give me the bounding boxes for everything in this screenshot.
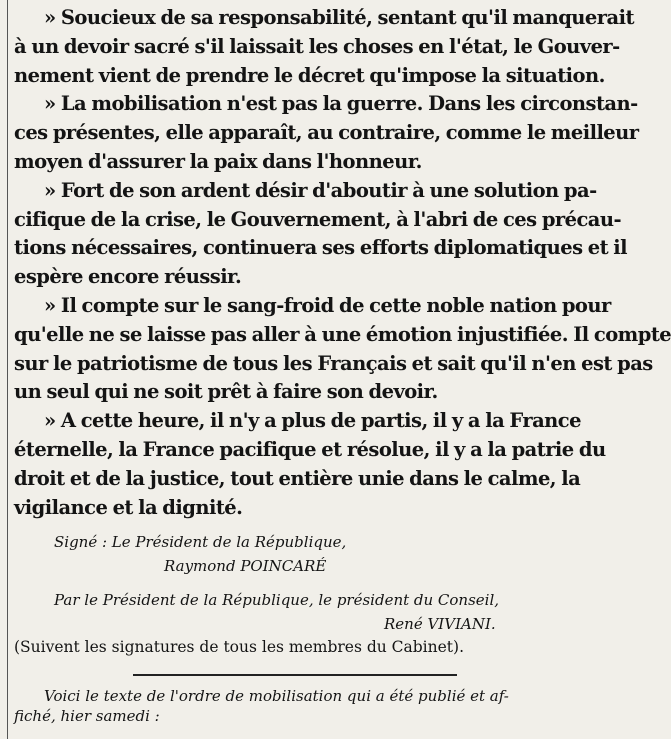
text-line: » Il compte sur le sang-froid de cette noble nation pour: [44, 293, 611, 317]
text-line: vigilance et la dignité.: [14, 495, 243, 519]
text-line: moyen d'assurer la paix dans l'honneur.: [14, 149, 422, 173]
text-line: espère encore réussir.: [14, 265, 242, 289]
text-line: qu'elle ne se laisse pas aller à une émotion injustifiée. Il compte: [14, 322, 671, 346]
text-line: » Soucieux de sa responsabilité, sentant qu'il manquerait: [44, 6, 634, 29]
text-line: » A cette heure, il n'y a plus de partis, il y a la France: [44, 409, 581, 433]
paragraph-diplomacy: [14, 177, 628, 292]
president-name: Raymond POINCARÉ: [164, 557, 327, 576]
cabinet-note: (Suivent les signatures de tous les membres du Cabinet).: [14, 638, 464, 657]
text-line: tions nécessaires, continuera ses efforts diplomatiques et il: [14, 236, 628, 260]
text-line: à un devoir sacré s'il laissait les choses en l'état, le Gouver-: [14, 34, 620, 58]
text-line: » La mobilisation n'est pas la guerre. Dans les circonstan-: [44, 92, 638, 116]
text-line: » Fort de son ardent désir d'aboutir à une solution pa-: [44, 178, 597, 202]
text-line: nement vient de prendre le décret qu'impose la situation.: [14, 63, 605, 87]
council-president-name: René VIVIANI.: [384, 615, 496, 634]
text-line: un seul qui ne soit prêt à faire son devoir.: [14, 380, 438, 404]
text-line: ces présentes, elle apparaît, au contraire, comme le meilleur: [14, 121, 639, 145]
paragraph-responsibility: [14, 4, 634, 90]
text-line: droit et de la justice, tout entière unie dans le calme, la: [14, 466, 581, 490]
column-rule: [7, 0, 8, 739]
signed-line: Signé : Le Président de la République,: [54, 533, 347, 552]
paragraph-mobilisation: [14, 90, 639, 176]
text-line: sur le patriotisme de tous les Français et sait qu'il n'en est pas: [14, 351, 653, 375]
text-line: cifique de la crise, le Gouvernement, à l'abri de ces précau-: [14, 207, 622, 231]
mobilisation-order-intro: [14, 686, 586, 726]
countersign-line: Par le Président de la République, le président du Conseil,: [54, 591, 500, 610]
paragraph-composure: [14, 292, 671, 407]
text-line: Voici le texte de l'ordre de mobilisation qui a été publié et af-: [44, 687, 509, 706]
section-divider: [133, 674, 457, 676]
text-line: fiché, hier samedi :: [14, 707, 160, 726]
paragraph-unity: [14, 407, 606, 522]
signature-block: [14, 530, 586, 636]
article-column: [14, 4, 671, 726]
text-line: éternelle, la France pacifique et résolue, il y a la patrie du: [14, 437, 606, 461]
